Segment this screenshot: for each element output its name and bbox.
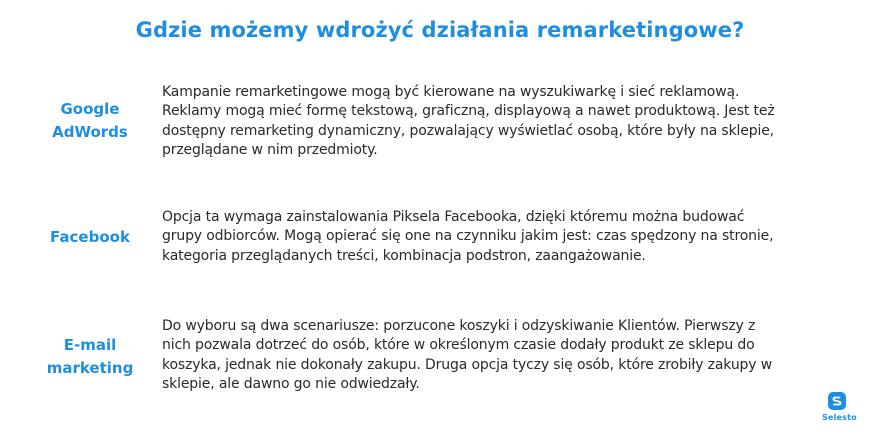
description-line: grupy odbiorców. Mogą opierać się one na czynniku jakim jest: czas spędzony na stronie, [162,228,774,245]
description-line: dostępny remarketing dynamiczny, pozwalający wyświetlać osobą, które były na sklepie, [162,122,774,139]
section-label-facebook [40,226,140,249]
selesto-logo [822,392,857,422]
section-label-google-adwords [40,98,140,144]
section-description-email-marketing [162,317,812,395]
description-line: nich pozwala dotrzeć do osób, które w określonym czasie dodały produkt ze sklepu do [162,337,755,354]
label-line: Facebook [50,228,130,246]
selesto-logo-text: Selesto [822,413,857,422]
section-description-facebook [162,208,812,266]
label-line: E-mail [63,336,117,354]
description-line: sklepie, ale dawno go nie odwiedzały. [162,376,420,393]
label-line: AdWords [52,123,128,141]
label-line: Google [60,100,120,118]
page-title: Gdzie możemy wdrożyć działania remarketingowe? [135,18,745,42]
description-line: Opcja ta wymaga zainstalowania Piksela Facebooka, dzięki któremu można budować [162,209,745,225]
section-label-email-marketing [40,334,140,380]
description-line: Kampanie remarketingowe mogą być kierowane na wyszukiwarkę i sieć reklamową. [162,84,740,100]
description-line: przeglądane w nim przedmioty. [162,142,378,159]
description-line: koszyka, jednak nie dokonały zakupu. Druga opcja tyczy się osób, które zrobiły zakupy w [162,356,773,373]
description-line: Do wyboru są dwa scenariusze: porzucone koszyki i odzyskiwanie Klientów. Pierwszy z [162,318,756,334]
selesto-logo-icon [828,392,846,410]
label-line: marketing [46,359,134,377]
description-line: Reklamy mogą mieć formę tekstową, graficzną, displayową a nawet produktową. Jest też [162,103,775,120]
description-line: kategoria przeglądanych treści, kombinacja podstron, zaangażowanie. [162,247,646,264]
section-description-google-adwords [162,83,812,161]
